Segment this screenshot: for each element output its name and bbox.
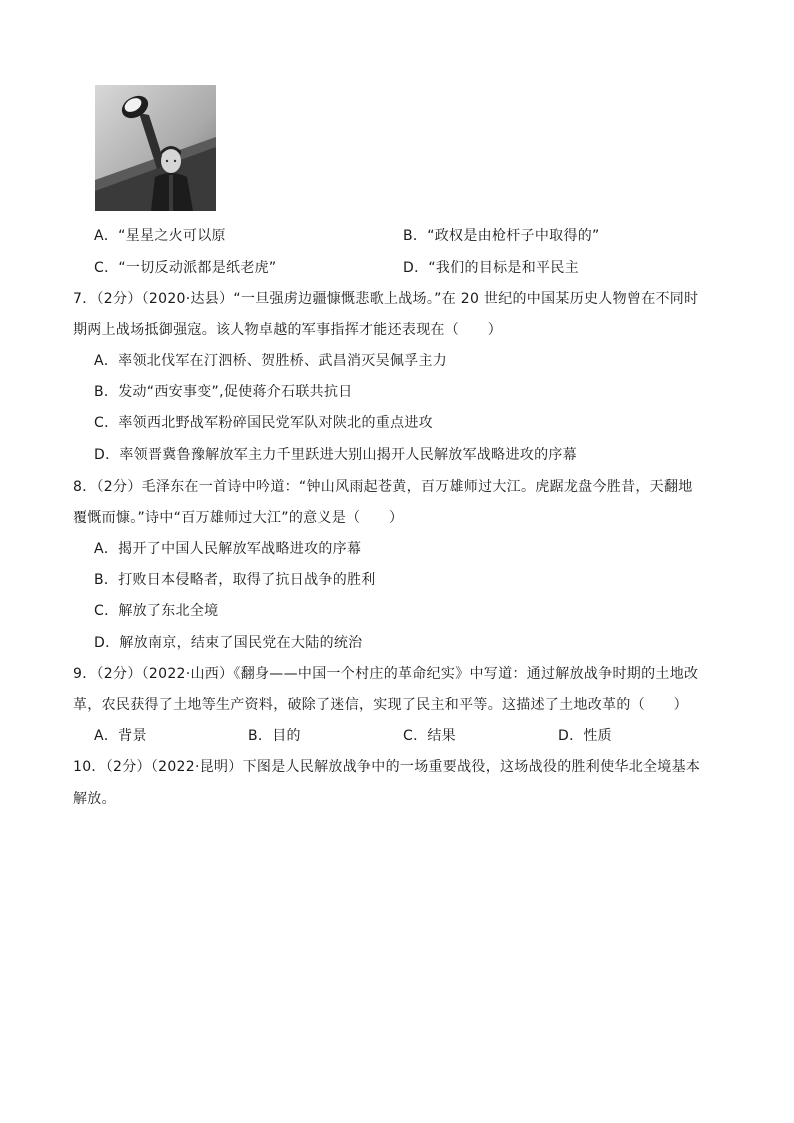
q7-option-a[interactable]: A．率领北伐军在汀泗桥、贺胜桥、武昌消灭吴佩孚主力	[94, 353, 448, 369]
q9-option-d[interactable]: D．性质	[558, 728, 612, 744]
q8-option-d[interactable]: D．解放南京，结束了国民党在大陆的统治	[94, 635, 363, 651]
q8-option-a[interactable]: A．揭开了中国人民解放军战略进攻的序幕	[94, 541, 362, 557]
q9-stem-line-1: 9．（2分）（2022·山西）《翻身——中国一个村庄的革命纪实》中写道：通过解放战争时期的土地改	[73, 666, 699, 682]
q8-stem-line-1: 8．（2分）毛泽东在一首诗中吟道：“钟山风雨起苍黄，百万雄师过大江。虎踞龙盘今胜昔，天翻地	[73, 479, 693, 495]
q7-stem-line-2: 期两上战场抵御强寇。该人物卓越的军事指挥才能还表现在（ ）	[73, 322, 502, 338]
q9-option-b[interactable]: B．目的	[248, 728, 301, 744]
photo-mao-waving-hat-image	[95, 85, 216, 211]
q9-option-a[interactable]: A．背景	[94, 728, 147, 744]
q8-option-c[interactable]: C．解放了东北全境	[94, 603, 219, 619]
q6-option-c[interactable]: C．“一切反动派都是纸老虎”	[94, 260, 277, 276]
q9-option-c[interactable]: C．结果	[403, 728, 456, 744]
q8-stem-line-2: 覆慨而慷。”诗中“百万雄师过大江”的意义是（ ）	[73, 510, 404, 526]
q7-option-c[interactable]: C．率领西北野战军粉碎国民党军队对陕北的重点进攻	[94, 415, 433, 431]
q7-option-d[interactable]: D．率领晋冀鲁豫解放军主力千里跃进大别山揭开人民解放军战略进攻的序幕	[94, 447, 577, 463]
q10-stem-line-1: 10．（2分）（2022·昆明）下图是人民解放战争中的一场重要战役，这场战役的胜利使华北全境基本	[73, 759, 701, 775]
q7-option-b[interactable]: B．发动“西安事变”,促使蒋介石联共抗日	[94, 384, 353, 400]
historical-photo	[95, 85, 216, 211]
q6-option-d[interactable]: D．“我们的目标是和平民主	[403, 260, 579, 276]
q7-stem-line-1: 7．（2分）（2020·达县）“一旦强虏边疆慷慨悲歌上战场。”在 20 世纪的中国某历史人物曾在不同时	[73, 291, 699, 307]
q10-stem-line-2: 解放。	[73, 791, 116, 807]
q6-option-a[interactable]: A．“星星之火可以原	[94, 228, 226, 244]
q9-stem-line-2: 革，农民获得了土地等生产资料，破除了迷信，实现了民主和平等。这描述了土地改革的（ ）	[73, 697, 688, 713]
q8-option-b[interactable]: B．打败日本侵略者，取得了抗日战争的胜利	[94, 572, 376, 588]
q6-option-b[interactable]: B．“政权是由枪杆子中取得的”	[403, 228, 600, 244]
